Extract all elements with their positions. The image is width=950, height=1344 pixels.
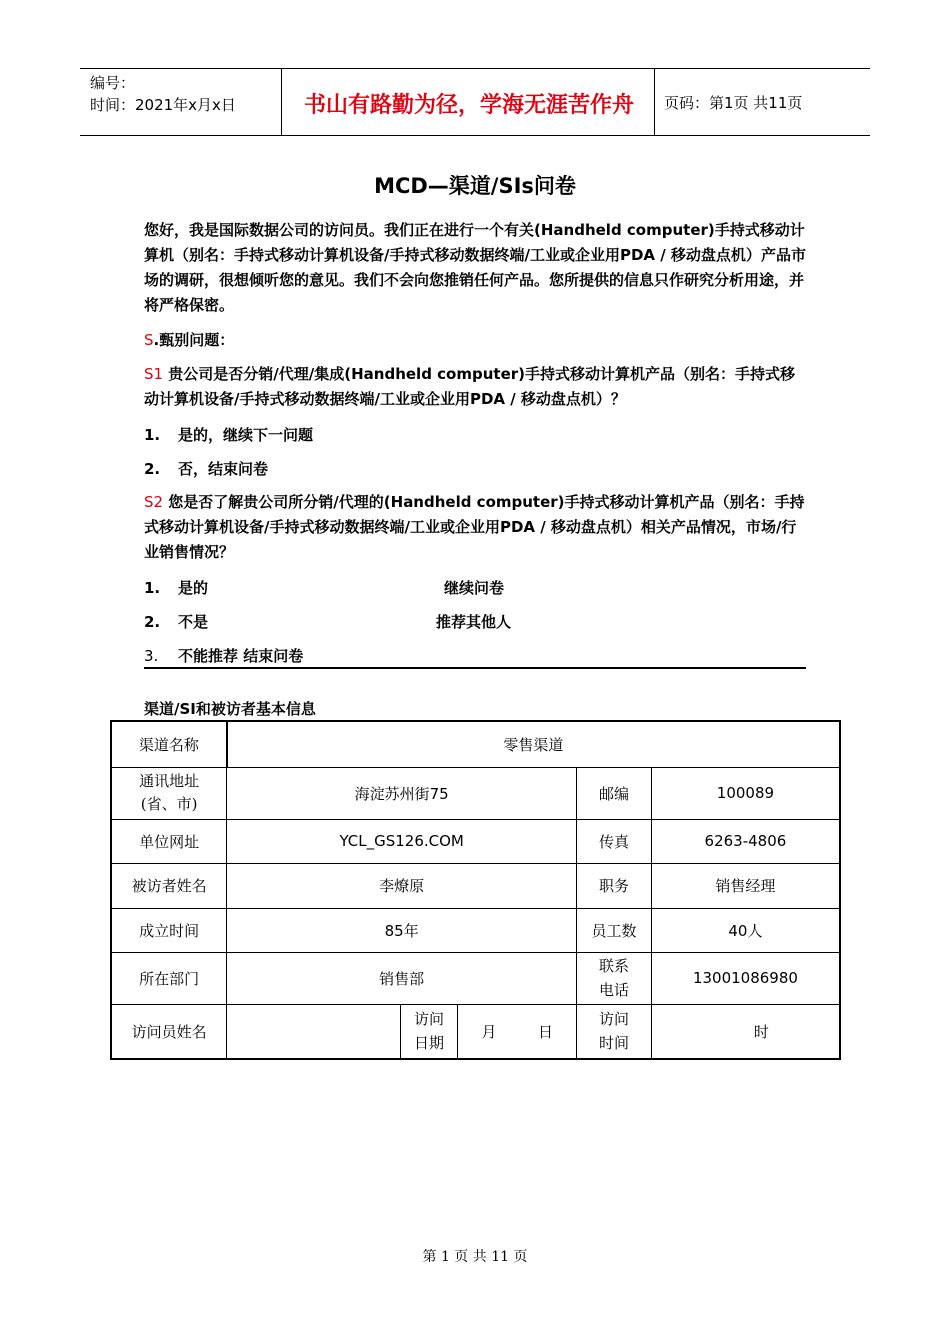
channel-name-value[interactable]: 零售渠道: [227, 721, 840, 767]
address-label: 通讯地址(省、市): [111, 767, 227, 819]
option-text: 否，结束问卷: [178, 460, 269, 478]
founded-label: 成立时间: [111, 908, 227, 952]
website-label: 单位网址: [111, 819, 227, 863]
info-table: [110, 720, 841, 1060]
header-top-border: [80, 68, 870, 69]
intro-paragraph: 您好，我是国际数据公司的访问员。我们正在进行一个有关(Handheld computer)手持式移动计算机（别名：手持式移动计算机设备/手持式移动数据终端/工业或企业用PDA / 移动盘点机）产品市场的调研，很想倾听您的意见。我们不会向您推销任何产品。您所提供的信息只作研究分析用途，并将严格保密。: [144, 221, 806, 314]
s2-option-2[interactable]: [144, 611, 208, 632]
table-row: [111, 767, 840, 819]
header-left: [90, 72, 236, 116]
s2-option-2-action: 推荐其他人: [436, 613, 512, 631]
option-text: 是的: [178, 579, 209, 597]
screening-title: .甄别问题：: [153, 331, 235, 349]
website-value[interactable]: YCL_GS126.COM: [227, 819, 577, 863]
table-row: [111, 721, 840, 767]
header-code: 编号：: [90, 74, 136, 92]
fax-value[interactable]: 6263-4806: [651, 819, 840, 863]
department-value[interactable]: 销售部: [227, 952, 577, 1004]
option-text: 不能推荐 结束问卷: [178, 647, 304, 665]
screening-heading: [144, 328, 809, 353]
interviewee-label: 被访者姓名: [111, 863, 227, 908]
header-divider-left: [281, 68, 282, 136]
section-divider: [144, 667, 806, 669]
table-row: [111, 819, 840, 863]
month-label: 月: [481, 1022, 497, 1041]
interview-date-label: 访问日期: [400, 1004, 458, 1059]
position-value[interactable]: 销售经理: [651, 863, 840, 908]
header-motto: 书山有路勤为径，学海无涯苦作舟: [303, 92, 634, 118]
screening-prefix: S: [144, 331, 154, 349]
s1-option-1[interactable]: [144, 424, 313, 445]
interviewee-value[interactable]: 李燎原: [227, 863, 577, 908]
s2-option-3[interactable]: [144, 645, 303, 666]
option-number: 1.: [144, 426, 161, 444]
s2-option-1-action: 继续问卷: [444, 579, 505, 597]
phone-label: 联系电话: [577, 952, 652, 1004]
staff-value[interactable]: 40人: [651, 908, 840, 952]
postcode-label: 邮编: [577, 767, 652, 819]
table-row: [111, 908, 840, 952]
s1-code: S1: [144, 365, 164, 383]
s1-text: 贵公司是否分销/代理/集成(Handheld computer)手持式移动计算机产品（别名：手持式移动计算机设备/手持式移动数据终端/工业或企业用PDA / 移动盘点机）？: [144, 365, 796, 408]
s1-question: [144, 362, 809, 412]
address-value[interactable]: 海淀苏州街75: [227, 767, 577, 819]
option-number: 2.: [144, 460, 161, 478]
phone-value[interactable]: 13001086980: [651, 952, 840, 1004]
position-label: 职务: [577, 863, 652, 908]
option-number: 2.: [144, 613, 161, 631]
page-footer: 第 1 页 共 11 页: [422, 1249, 528, 1265]
option-text: 是的，继续下一问题: [178, 426, 314, 444]
founded-value[interactable]: 85年: [227, 908, 577, 952]
table-row: [111, 952, 840, 1004]
s1-option-2[interactable]: [144, 458, 268, 479]
s2-option-1[interactable]: [144, 577, 208, 598]
s2-text: 您是否了解贵公司所分销/代理的(Handheld computer)手持式移动计算机产品（别名：手持式移动计算机设备/手持式移动数据终端/工业或企业用PDA / 移动盘点机）相关产品情况，市场/行业销售情况？: [144, 493, 805, 561]
day-label: 日: [538, 1022, 554, 1041]
table-title: 渠道/SI和被访者基本信息: [144, 700, 316, 718]
table-row: [111, 1004, 840, 1059]
header-time: 时间：2021年x月x日: [90, 96, 236, 114]
interview-date-value[interactable]: [458, 1004, 577, 1059]
header-page-number: 页码：第1页 共11页: [664, 94, 803, 112]
option-text: 不是: [178, 613, 209, 631]
fax-label: 传真: [577, 819, 652, 863]
s2-code: S2: [144, 493, 164, 511]
header-bottom-border: [80, 135, 870, 136]
interview-time-value[interactable]: 时: [651, 1004, 840, 1059]
option-number: 3.: [144, 647, 159, 665]
channel-name-label: 渠道名称: [111, 721, 227, 767]
interview-time-label: 访问时间: [577, 1004, 652, 1059]
interviewer-label: 访问员姓名: [111, 1004, 227, 1059]
staff-label: 员工数: [577, 908, 652, 952]
interviewer-value[interactable]: [227, 1004, 400, 1059]
document-title: MCD—渠道/SIs问卷: [374, 174, 576, 198]
option-number: 1.: [144, 579, 161, 597]
table-row: [111, 863, 840, 908]
s2-question: [144, 490, 809, 565]
department-label: 所在部门: [111, 952, 227, 1004]
postcode-value[interactable]: 100089: [651, 767, 840, 819]
